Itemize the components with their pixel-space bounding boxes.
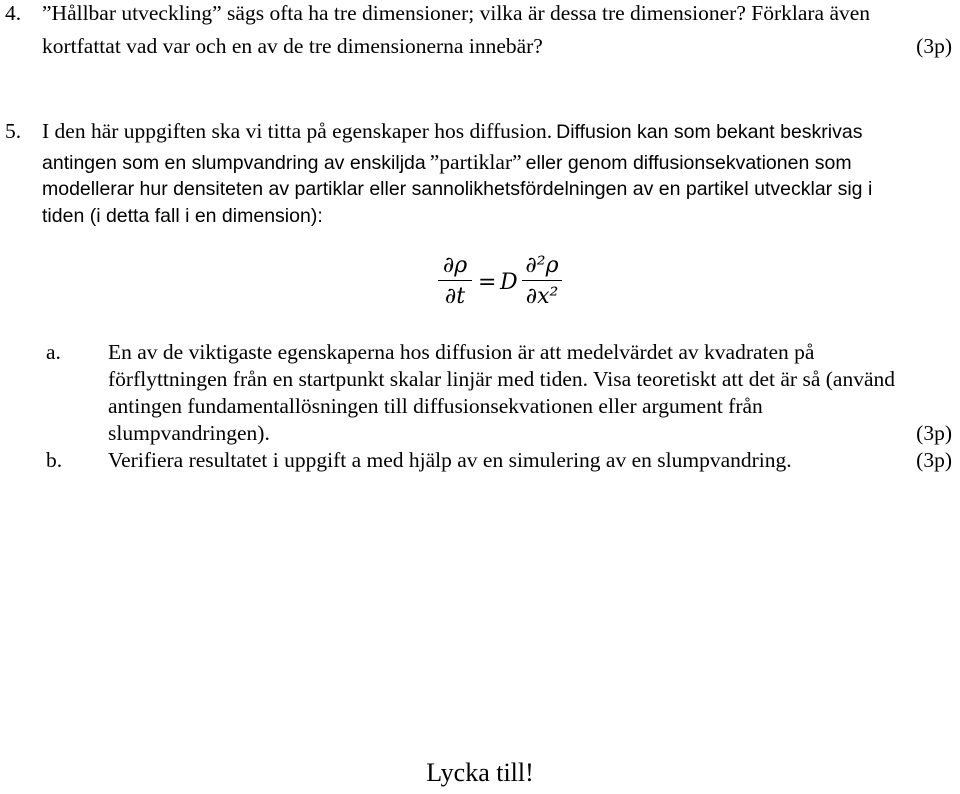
rhs-numerator: ∂²ρ: [525, 253, 559, 278]
question-text-line: modellerar hur densiteten av partiklar eller sannolikhetsfördelningen av en partikel utvecklar sig i: [42, 178, 873, 200]
lhs-denominator: ∂t: [444, 284, 466, 309]
question-text-line: [42, 118, 862, 146]
equals-sign: =: [478, 270, 497, 295]
question-text-line: antingen fundamentallösningen till diffusionsekvationen eller argument från: [108, 394, 763, 418]
text-segment: antingen som en slumpvandring av enskiljda: [42, 152, 426, 174]
question-number: 5.: [5, 119, 22, 143]
points-label: (3p): [916, 421, 952, 445]
text-segment: I den här uppgiften ska vi titta på egenskaper hos diffusion.: [42, 119, 553, 143]
text-segment: eller genom diffusionsekvationen som: [525, 152, 852, 174]
points-label: (3p): [916, 34, 952, 58]
subquestion-label: b.: [46, 448, 63, 472]
lhs-numerator: ∂ρ: [442, 253, 468, 278]
subquestion-label: a.: [46, 340, 61, 364]
diffusion-coefficient: D: [500, 270, 518, 295]
question-text-line: tiden (i detta fall i en dimension):: [42, 205, 323, 227]
fraction-bar: [522, 280, 562, 281]
closing-greeting: Lycka till!: [426, 758, 534, 787]
question-text-line: kortfattat vad var och en av de tre dimensionerna innebär?: [42, 34, 543, 58]
question-text-line: Verifiera resultatet i uppgift a med hjälp av en simulering av en slumpvandring.: [108, 448, 792, 472]
points-label: (3p): [916, 448, 952, 472]
rhs-denominator: ∂x²: [525, 284, 559, 309]
fraction-bar: [438, 280, 472, 281]
text-segment: Diffusion kan som bekant beskrivas: [556, 121, 863, 143]
rhs-fraction: [522, 253, 562, 310]
text-segment: ”partiklar”: [429, 150, 522, 174]
question-text-line: förflyttningen från en startpunkt skalar linjär med tiden. Visa teoretiskt att det är så (använd: [108, 367, 895, 391]
question-text-line: ”Hållbar utveckling” sägs ofta ha tre dimensioner; vilka är dessa tre dimensioner? Förklara även: [42, 1, 871, 25]
question-number: 4.: [5, 1, 22, 25]
question-text-line: En av de viktigaste egenskaperna hos diffusion är att medelvärdet av kvadraten på: [108, 340, 815, 364]
question-text-line: [42, 149, 852, 177]
lhs-fraction: [438, 253, 472, 310]
question-text-line: slumpvandringen).: [108, 421, 270, 445]
